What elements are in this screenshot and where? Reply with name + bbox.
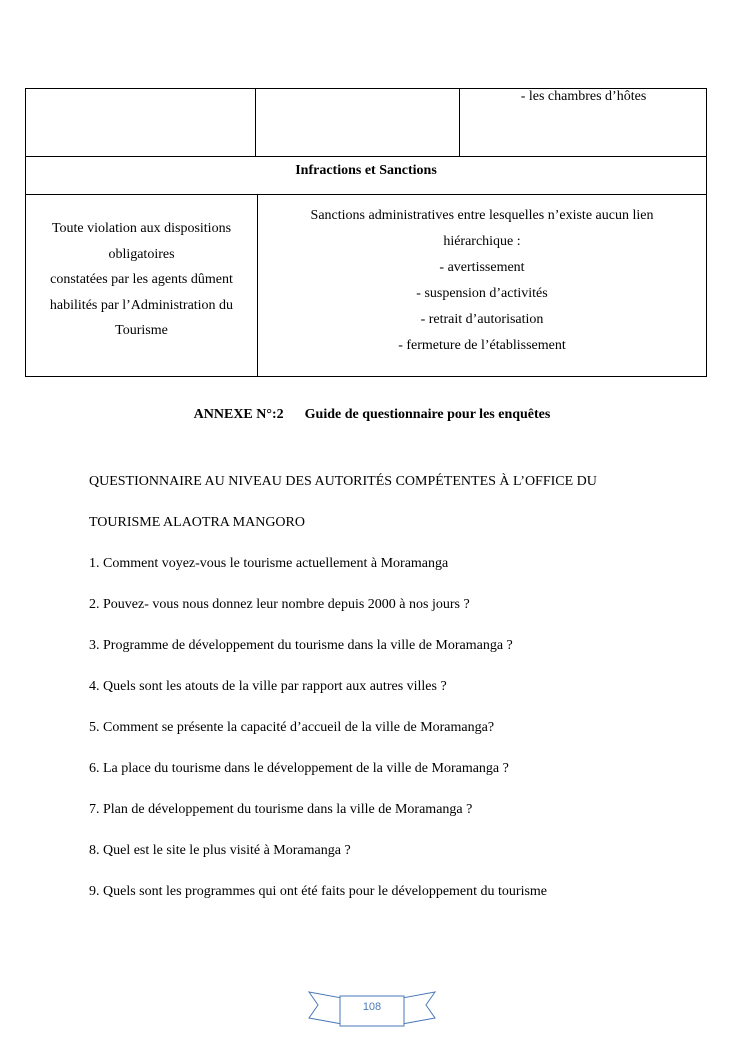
- violation-line: Tourisme: [115, 323, 168, 338]
- table-col-divider: [255, 88, 256, 156]
- sanctions-cell: [258, 203, 706, 359]
- sanction-line: - avertissement: [439, 260, 525, 275]
- violation-line: Toute violation aux dispositions: [51, 221, 232, 236]
- table-row-divider: [25, 156, 707, 157]
- question-item: 3. Programme de développement du tourisme dans la ville de Moramanga ?: [89, 638, 513, 653]
- violation-line: obligatoires: [108, 246, 175, 262]
- questionnaire-heading-line2: TOURISME ALAOTRA MANGORO: [89, 515, 305, 530]
- section-header: Infractions et Sanctions: [295, 163, 437, 178]
- sanction-line: - fermeture de l’établissement: [398, 338, 566, 353]
- question-item: 4. Quels sont les atouts de la ville par rapport aux autres villes ?: [89, 679, 447, 694]
- question-item: 2. Pouvez- vous nous donnez leur nombre depuis 2000 à nos jours ?: [89, 597, 470, 612]
- annexe-heading: [0, 407, 744, 423]
- question-item: 5. Comment se présente la capacité d’accueil de la ville de Moramanga?: [89, 720, 495, 735]
- question-item: 6. La place du tourisme dans le développement de la ville de Moramanga ?: [89, 761, 509, 776]
- page-number: 108: [362, 1001, 382, 1013]
- violation-line: constatées par les agents dûment: [50, 272, 233, 287]
- violation-line: habilités par l’Administration du: [49, 297, 234, 313]
- questionnaire-heading-line1: QUESTIONNAIRE AU NIVEAU DES AUTORITÉS COMPÉTENTES À L’OFFICE DU: [89, 474, 597, 489]
- sanction-line: Sanctions administratives entre lesquelles n’existe aucun lien: [310, 208, 654, 223]
- table-row-divider: [25, 194, 707, 195]
- question-item: 7. Plan de développement du tourisme dans la ville de Moramanga ?: [89, 802, 473, 817]
- question-item: 1. Comment voyez-vous le tourisme actuellement à Moramanga: [89, 556, 449, 571]
- question-item: 8. Quel est le site le plus visité à Moramanga ?: [89, 843, 351, 858]
- annexe-label: ANNEXE N°:2: [193, 407, 284, 422]
- sanction-line: hiérarchique :: [443, 234, 521, 249]
- annexe-title: Guide de questionnaire pour les enquêtes: [304, 407, 551, 422]
- question-item: 9. Quels sont les programmes qui ont été faits pour le développement du tourisme: [89, 884, 548, 899]
- sanction-line: - suspension d’activités: [416, 286, 548, 301]
- sanction-line: - retrait d’autorisation: [420, 312, 544, 327]
- violation-cell: [26, 216, 257, 344]
- top-right-cell: - les chambres d’hôtes: [520, 89, 647, 104]
